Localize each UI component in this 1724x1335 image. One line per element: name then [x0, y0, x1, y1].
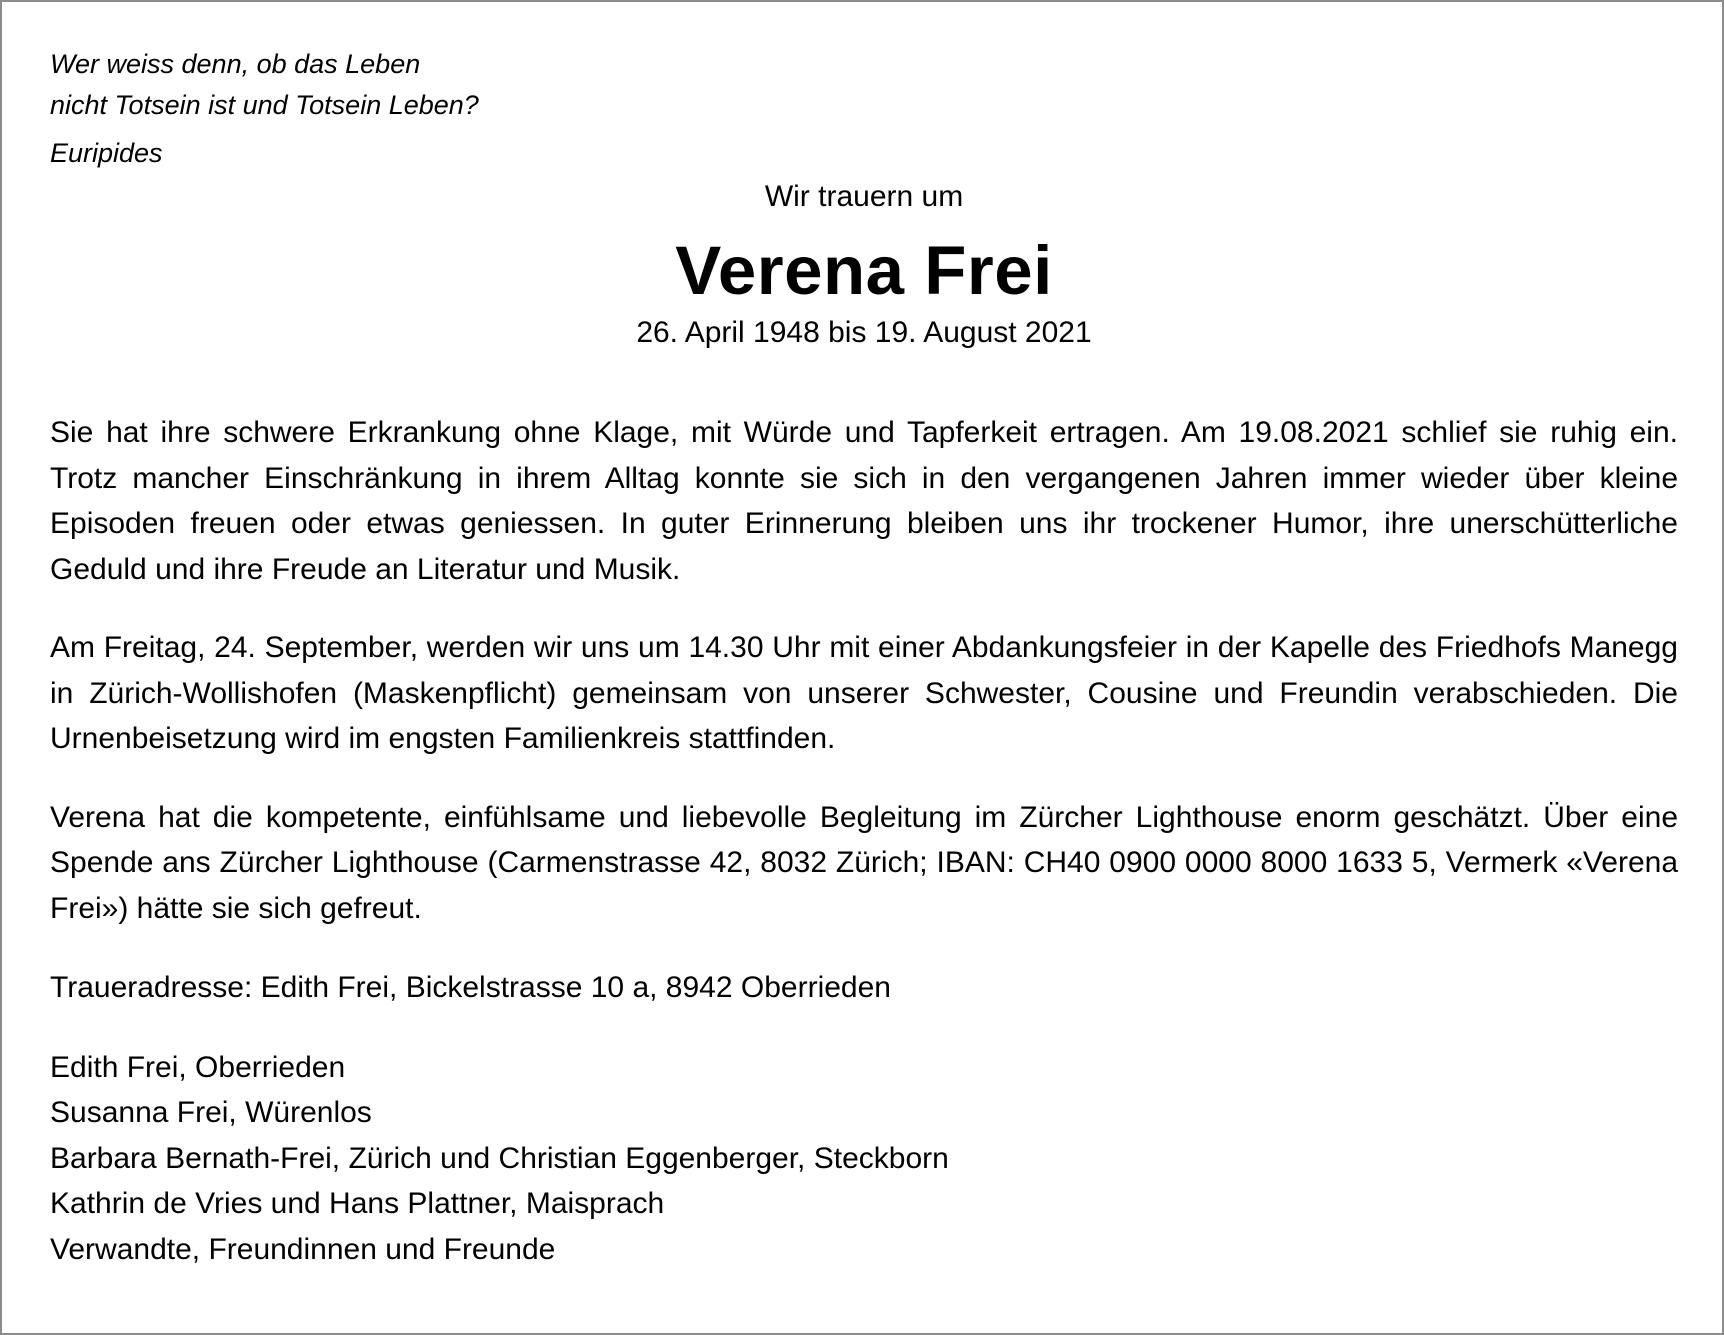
paragraph-donation: Verena hat die kompetente, einfühlsame und liebevolle Begleitung im Zürcher Lighthouse enorm geschätzt. Über eine Spende ans Zürcher Lighthouse (Carmenstrasse 42, 8032 Zürich; IBAN: CH40 0900 0000 8000 1633 5, Vermerk «Verena Frei») hätte sie sich gefreut.: [50, 800, 1678, 925]
signatory: Edith Frei, Oberrieden: [50, 1050, 346, 1084]
signatory: Verwandte, Freundinnen und Freunde: [50, 1232, 556, 1266]
mourning-intro: Wir trauern um: [764, 180, 964, 213]
signatory: Susanna Frei, Würenlos: [50, 1096, 372, 1129]
paragraph-tribute: Sie hat ihre schwere Erkrankung ohne Klage, mit Würde und Tapferkeit ertragen. Am 19.08.2021 schlief sie ruhig ein. Trotz mancher Einschränkung in ihrem Alltag konnte sie sich in den vergangenen Jahren immer wieder über kleine Episoden freuen oder etwas geniessen. In guter Erinnerung bleiben uns ihr trockener Humor, ihre unerschütterliche Geduld und ihre Freude an Literatur und Musik.: [50, 416, 1678, 586]
quote-line-1: Wer weiss denn, ob das Leben: [50, 49, 421, 79]
epigraph: [50, 44, 1678, 174]
deceased-name: Verena Frei: [675, 232, 1053, 309]
paragraph-ceremony: Am Freitag, 24. September, werden wir uns um 14.30 Uhr mit einer Abdankungsfeier in der Kapelle des Friedhofs Manegg in Zürich-Wollishofen (Maskenpflicht) gemeinsam von unserer Schwester, Cousine und Freundin verabschieden. Die Urnenbeisetzung wird im engsten Familienkreis stattfinden.: [50, 631, 1678, 755]
signatory: Barbara Bernath-Frei, Zürich und Christian Eggenberger, Steckborn: [50, 1141, 949, 1175]
signatory: Kathrin de Vries und Hans Plattner, Maisprach: [50, 1187, 665, 1220]
notice-content: [50, 44, 1678, 1272]
mourning-address: Traueradresse: Edith Frei, Bickelstrasse 10 a, 8942 Oberrieden: [50, 971, 891, 1004]
life-dates: 26. April 1948 bis 19. August 2021: [636, 316, 1092, 349]
signatories-list: [50, 1045, 1678, 1273]
quote-author: Euripides: [50, 138, 163, 168]
quote-line-2: nicht Totsein ist und Totsein Leben?: [50, 90, 479, 120]
